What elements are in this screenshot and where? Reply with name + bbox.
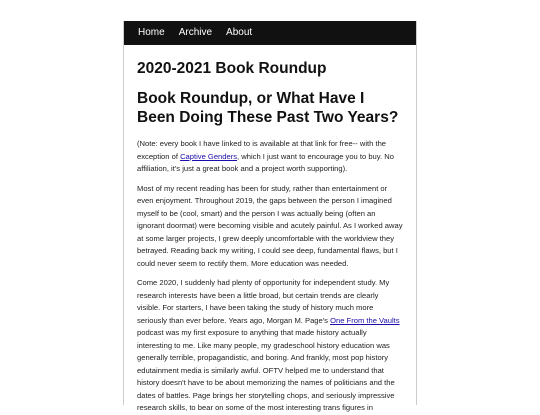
nav-archive-link[interactable]: Archive [178, 27, 213, 38]
note-text-before: (Note: every book I have linked to is available at that link for free-- with the exception of [137, 139, 387, 161]
one-from-the-vaults-link[interactable]: One From the Vaults [330, 315, 400, 325]
post-title: Book Roundup, or What Have I Been Doing These Past Two Years? [137, 90, 399, 126]
note-text-after: , which I just want to encourage you to buy. No affiliation, it's just a great book and a project worth supporting). [137, 151, 394, 173]
captive-genders-link[interactable]: Captive Genders [180, 151, 238, 161]
top-navbar [124, 21, 416, 45]
page-title: 2020-2021 Book Roundup [137, 60, 327, 77]
nav-about-link[interactable]: About [226, 27, 253, 38]
nav-home-link[interactable]: Home [138, 27, 165, 38]
paragraph-text-before: Come 2020, I suddenly had plenty of opportunity for independent study. My research interests have been a little broad, but certain trends are clearly visible. For starters, I have been taking the study of history much more seriously than ever before. Years ago, Morgan M. Page's [137, 278, 390, 325]
paragraph-text-after: podcast was my first exposure to anything that made history actually interesting to me. Like many people, my gradeschool history education was generally terrible, propagandistic, and boring. And frankly, most pop history edutainment media is similarly awful. OFTV helped me to understand that history doesn't have to be about memorizing the names of politicians and the dates of battles. Page brings her storytelling chops, and seriously impressive research skills, to bear on some of the most interesting trans figures in [137, 328, 395, 412]
main-content [124, 45, 416, 415]
body-paragraph-2 [137, 277, 403, 415]
note-paragraph [137, 138, 403, 176]
body-paragraph-1: Most of my recent reading has been for study, rather than entertainment or even enjoyment. Throughout 2019, the gaps between the person I imagined myself to be (cool, smart) and the person I was actually being (often an ignorant doormat) were becoming visible and acutely painful. As I worked away at some larger projects, I grew deeply uncomfortable with the worldview they betrayed. Reading back my writing, I could see deep, fundamental flaws, but I could never seem to rectify them. More education was needed. [137, 183, 403, 268]
page-container [123, 21, 417, 412]
